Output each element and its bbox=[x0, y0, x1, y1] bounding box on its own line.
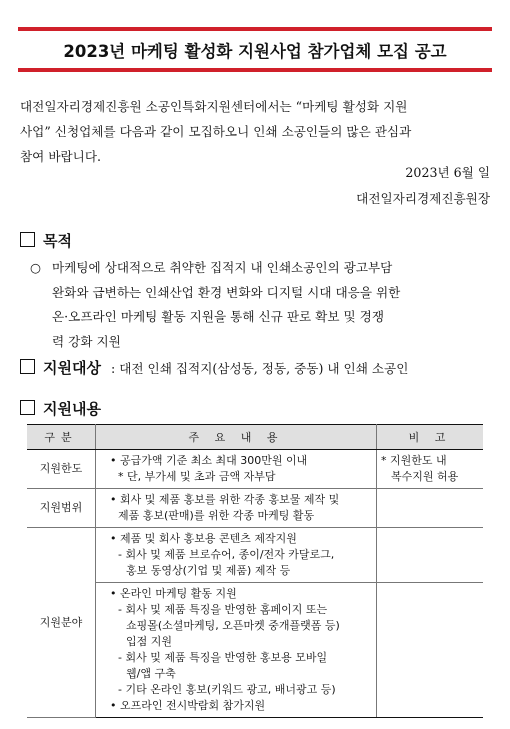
section-target-heading: 지원대상 : 대전 인쇄 집적지(삼성동, 정동, 중동) 내 인쇄 소공인 bbox=[20, 357, 408, 378]
checkbox-square-icon bbox=[20, 359, 35, 374]
intro-paragraph bbox=[20, 94, 492, 169]
circle-bullet-icon: ○ bbox=[30, 260, 41, 275]
content-line: * 단, 부가세 및 초과 금액 자부담 bbox=[118, 470, 276, 483]
purpose-body bbox=[30, 256, 496, 354]
content-line: 쇼핑몰(소셜마케팅, 오픈마켓 중개플랫폼 등) bbox=[126, 619, 340, 632]
content-line: 제품 홍보(판매)를 위한 각종 마케팅 활동 bbox=[118, 509, 315, 522]
section-purpose-heading: 목적 bbox=[20, 230, 72, 251]
table-row bbox=[27, 450, 483, 489]
content-line: • 제품 및 회사 홍보용 콘텐츠 제작지원 bbox=[110, 532, 297, 545]
checkbox-square-icon bbox=[20, 232, 35, 247]
content-line: 웹/앱 구축 bbox=[126, 667, 176, 680]
content-line: - 기타 온라인 홍보(키워드 광고, 배너광고 등) bbox=[118, 683, 336, 696]
target-text: : 대전 인쇄 집적지(삼성동, 정동, 중동) 내 인쇄 소공인 bbox=[110, 361, 409, 376]
row-note bbox=[377, 528, 484, 583]
row-category: 지원한도 bbox=[27, 450, 96, 489]
note-line: 복수지원 허용 bbox=[391, 470, 459, 483]
section-content-heading: 지원내용 bbox=[20, 398, 101, 419]
header-note: 비 고 bbox=[377, 425, 484, 450]
purpose-line: 력 강화 지원 bbox=[52, 333, 121, 349]
row-category: 지원분야 bbox=[27, 528, 96, 718]
purpose-line: 온·오프라인 마케팅 활동 지원을 통해 신규 판로 확보 및 경쟁 bbox=[52, 309, 385, 324]
content-line: • 오프라인 전시박람회 참가지원 bbox=[110, 699, 266, 712]
table-row bbox=[27, 583, 483, 718]
content-line: - 회사 및 제품 브로슈어, 종이/전자 카달로그, bbox=[118, 548, 335, 561]
notice-date: 2023년 6월 일 bbox=[405, 165, 490, 180]
support-content-table bbox=[27, 424, 483, 718]
header-main-content: 주 요 내 용 bbox=[96, 425, 377, 450]
row-content bbox=[96, 583, 377, 718]
title-top-rule bbox=[18, 27, 492, 31]
intro-line: 참여 바랍니다. bbox=[20, 149, 101, 164]
row-note bbox=[377, 450, 484, 489]
table-header-row bbox=[27, 425, 483, 450]
table-row bbox=[27, 528, 483, 583]
content-line: • 공급가액 기준 최소 최대 300만원 이내 bbox=[110, 454, 308, 467]
title-bottom-rule bbox=[18, 68, 492, 72]
content-line: • 회사 및 제품 홍보를 위한 각종 홍보물 제작 및 bbox=[110, 493, 340, 506]
content-line: - 회사 및 제품 특징을 반영한 홍보용 모바일 bbox=[118, 651, 328, 664]
notice-title: 2023년 마케팅 활성화 지원사업 참가업체 모집 공고 bbox=[63, 42, 447, 61]
note-line: * 지원한도 내 bbox=[381, 454, 447, 467]
content-line: 입점 지원 bbox=[126, 635, 173, 648]
row-note bbox=[377, 583, 484, 718]
table-row bbox=[27, 489, 483, 528]
content-line: 홍보 동영상(기업 및 제품) 제작 등 bbox=[126, 564, 291, 577]
header-category: 구분 bbox=[27, 425, 96, 450]
row-content bbox=[96, 528, 377, 583]
intro-line: 대전일자리경제진흥원 소공인특화지원센터에서는 “마케팅 활성화 지원 bbox=[20, 99, 408, 114]
content-line: • 온라인 마케팅 활동 지원 bbox=[110, 587, 237, 600]
content-line: - 회사 및 제품 특징을 반영한 홈페이지 또는 bbox=[118, 603, 328, 616]
notice-issuer: 대전일자리경제진흥원장 bbox=[356, 191, 490, 206]
purpose-line: 완화와 급변하는 인쇄산업 환경 변화와 디지털 시대 대응을 위한 bbox=[52, 284, 401, 300]
row-content bbox=[96, 489, 377, 528]
intro-line: 사업” 신청업체를 다음과 같이 모집하오니 인쇄 소공인들의 많은 관심과 bbox=[20, 124, 412, 139]
row-note bbox=[377, 489, 484, 528]
checkbox-square-icon bbox=[20, 400, 35, 415]
row-content bbox=[96, 450, 377, 489]
row-category: 지원범위 bbox=[27, 489, 96, 528]
purpose-line: 마케팅에 상대적으로 취약한 집적지 내 인쇄소공인의 광고부담 bbox=[52, 260, 393, 275]
